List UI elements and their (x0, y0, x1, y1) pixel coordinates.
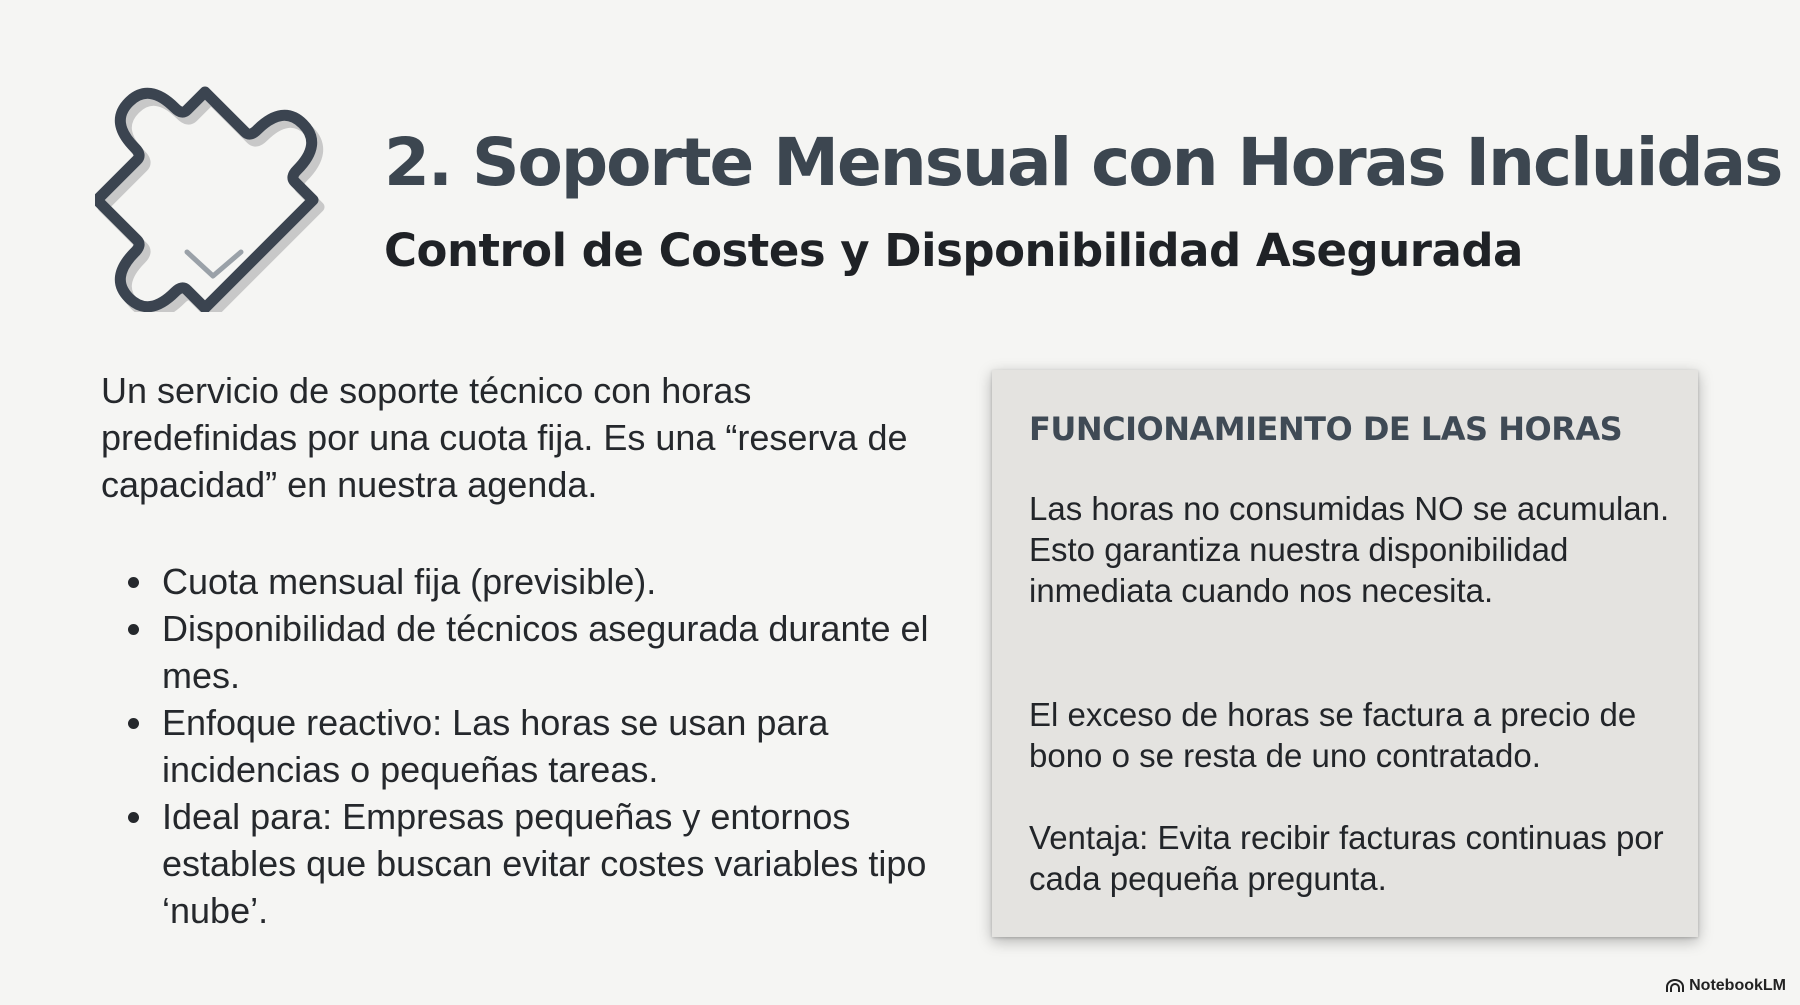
box-paragraph: El exceso de horas se factura a precio de bono o se resta de uno contratado. (1029, 696, 1637, 774)
list-item: Ideal para: Empresas pequeñas y entornos estables que buscan evitar costes variables tipo ‘nube’. (162, 793, 992, 934)
notebooklm-watermark (1666, 977, 1786, 995)
list-item: Disponibilidad de técnicos asegurada durante el mes. (162, 605, 992, 699)
list-item: Cuota mensual fija (previsible). (162, 558, 992, 605)
box-paragraph: Ventaja: Evita recibir facturas continuas por cada pequeña pregunta. (1029, 819, 1664, 897)
slide-subtitle: Control de Costes y Disponibilidad Asegurada (384, 224, 1523, 277)
puzzle-piece-icon (95, 82, 325, 312)
slide-title: 2. Soporte Mensual con Horas Incluidas (384, 124, 1782, 201)
hours-info-box (992, 370, 1698, 937)
notebooklm-logo-icon (1666, 979, 1684, 993)
box-heading: FUNCIONAMIENTO DE LAS HORAS (1029, 410, 1623, 448)
brand-label: NotebookLM (1689, 977, 1786, 994)
intro-paragraph: Un servicio de soporte técnico con horas predefinidas por una cuota fija. Es una “reserva de capacidad” en nuestra agenda. (101, 370, 908, 505)
feature-list (101, 558, 992, 934)
box-paragraph: Las horas no consumidas NO se acumulan. Esto garantiza nuestra disponibilidad inmediata cuando nos necesita. (1029, 490, 1670, 609)
list-item: Enfoque reactivo: Las horas se usan para incidencias o pequeñas tareas. (162, 699, 992, 793)
